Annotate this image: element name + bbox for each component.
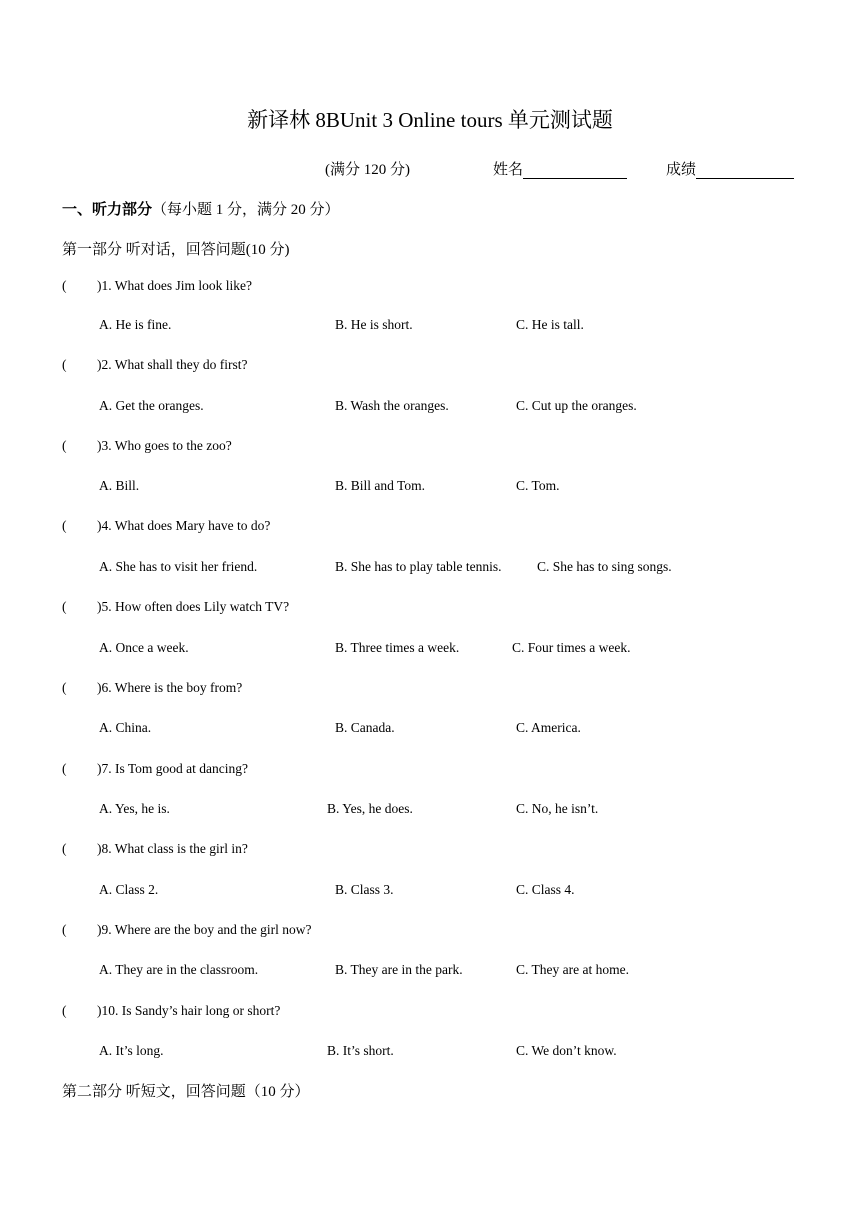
- option-a: A. China.: [99, 720, 152, 735]
- option-a: A. Yes, he is.: [99, 801, 170, 816]
- answer-paren: (: [62, 922, 67, 937]
- name-label: 姓名: [493, 162, 524, 178]
- option-a: A. Get the oranges.: [99, 398, 204, 413]
- option-c: C. He is tall.: [516, 317, 584, 332]
- answer-paren: (: [62, 761, 67, 776]
- section-heading: [62, 198, 340, 219]
- full-score-label: (满分 120 分): [325, 162, 410, 178]
- answer-paren: (: [62, 518, 67, 533]
- question-text: )8. What class is the girl in?: [97, 841, 248, 856]
- option-b: B. Yes, he does.: [327, 801, 413, 816]
- option-c: C. She has to sing songs.: [537, 559, 672, 574]
- option-c: C. They are at home.: [516, 962, 629, 977]
- question-text: )9. Where are the boy and the girl now?: [97, 922, 312, 937]
- question-text: )6. Where is the boy from?: [97, 680, 243, 695]
- option-b: B. Canada.: [335, 720, 395, 735]
- option-c: C. Cut up the oranges.: [516, 398, 637, 413]
- answer-paren: (: [62, 357, 67, 372]
- section-title: 一、听力部分: [62, 202, 153, 218]
- question-text: )5. How often does Lily watch TV?: [97, 599, 290, 614]
- answer-paren: (: [62, 599, 67, 614]
- option-a: A. They are in the classroom.: [99, 962, 259, 977]
- question-text: )3. Who goes to the zoo?: [97, 438, 232, 453]
- option-c: C. America.: [516, 720, 581, 735]
- option-b: B. Bill and Tom.: [335, 478, 425, 493]
- name-blank: [523, 162, 627, 179]
- question-text: )10. Is Sandy’s hair long or short?: [97, 1003, 281, 1018]
- score-blank: [696, 162, 794, 179]
- option-a: A. It’s long.: [99, 1043, 164, 1058]
- question-text: )1. What does Jim look like?: [97, 278, 252, 293]
- option-b: B. Three times a week.: [335, 640, 460, 655]
- option-b: B. It’s short.: [327, 1043, 394, 1058]
- answer-paren: (: [62, 680, 67, 695]
- option-c: C. Tom.: [516, 478, 560, 493]
- part2-heading: 第二部分 听短文，回答问题（10 分）: [62, 1084, 310, 1100]
- page-title: 新译林 8BUnit 3 Online tours 单元测试题: [247, 108, 613, 132]
- option-a: A. Bill.: [99, 478, 140, 493]
- option-c: C. No, he isn’t.: [516, 801, 599, 816]
- answer-paren: (: [62, 278, 67, 293]
- option-c: C. Class 4.: [516, 882, 575, 897]
- option-b: B. She has to play table tennis.: [335, 559, 502, 574]
- question-text: )2. What shall they do first?: [97, 357, 248, 372]
- option-b: B. Wash the oranges.: [335, 398, 449, 413]
- option-b: B. Class 3.: [335, 882, 394, 897]
- part1-heading: 第一部分 听对话，回答问题(10 分): [62, 242, 290, 258]
- option-c: C. Four times a week.: [512, 640, 631, 655]
- answer-paren: (: [62, 438, 67, 453]
- question-text: )4. What does Mary have to do?: [97, 518, 271, 533]
- option-a: A. She has to visit her friend.: [99, 559, 258, 574]
- answer-paren: (: [62, 1003, 67, 1018]
- option-c: C. We don’t know.: [516, 1043, 617, 1058]
- question-text: )7. Is Tom good at dancing?: [97, 761, 249, 776]
- option-b: B. They are in the park.: [335, 962, 463, 977]
- score-label: 成绩: [666, 162, 697, 178]
- option-b: B. He is short.: [335, 317, 413, 332]
- option-a: A. He is fine.: [99, 317, 172, 332]
- option-a: A. Class 2.: [99, 882, 159, 897]
- score-field: [666, 158, 794, 179]
- option-a: A. Once a week.: [99, 640, 189, 655]
- name-field: [493, 158, 627, 179]
- answer-paren: (: [62, 841, 67, 856]
- section-note: （每小题 1 分，满分 20 分）: [152, 202, 340, 218]
